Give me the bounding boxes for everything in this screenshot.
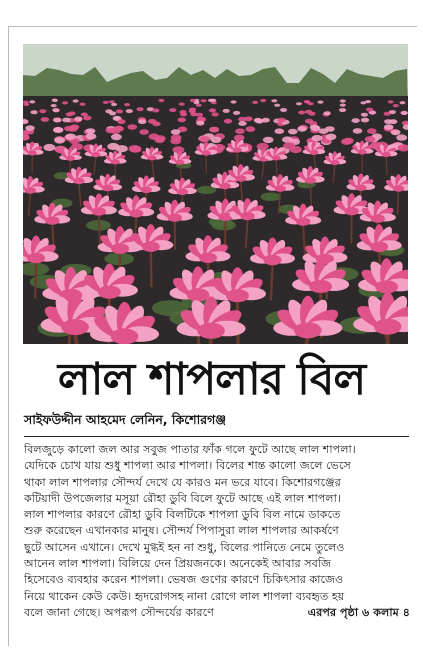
distant-lily: [305, 110, 312, 114]
distant-lily: [223, 109, 230, 113]
distant-lily: [274, 104, 280, 107]
distant-lily: [260, 99, 266, 102]
distant-lily: [62, 101, 68, 104]
lily-cup: [375, 280, 398, 293]
distant-lily: [53, 108, 60, 112]
lily-cup: [27, 253, 45, 264]
lily-stem: [151, 251, 152, 287]
lily-cup: [199, 253, 217, 264]
lily-cup: [73, 178, 84, 185]
distant-lily: [400, 101, 406, 104]
headline: লাল শাপলার বিল: [57, 354, 366, 405]
distant-lily: [31, 110, 38, 114]
lily-cup: [142, 241, 160, 252]
lily-cup: [233, 147, 242, 152]
distant-lily: [238, 117, 246, 122]
distant-lily: [340, 104, 346, 107]
distant-lily: [231, 100, 237, 103]
distant-lily: [325, 126, 335, 132]
distant-lily: [111, 134, 122, 140]
lily-cup: [102, 185, 113, 192]
body-line: শুরু করেছেন এখানকার মানুষ। সৌন্দর্য পিপাসুরা লাল শাপলার আকর্ষণে: [24, 524, 339, 538]
distant-lily: [353, 128, 363, 134]
distant-lily: [54, 127, 64, 133]
distant-lily: [288, 129, 298, 135]
lily-cup: [305, 177, 316, 184]
lily-stem: [99, 215, 100, 244]
lily-cup: [168, 214, 182, 222]
lily-cup: [66, 156, 75, 161]
distant-lily: [53, 118, 61, 123]
distant-lily: [74, 117, 82, 122]
lily-cup: [202, 150, 211, 155]
distant-lily: [233, 111, 240, 115]
distant-lily: [343, 138, 354, 144]
distant-lily: [238, 121, 246, 126]
distant-lily: [139, 129, 149, 135]
body-line: বলে জানা গেছে। অপরূপ সৌন্দর্যের কারণে: [24, 605, 214, 619]
distant-lily: [246, 126, 256, 132]
distant-lily: [54, 137, 65, 143]
distant-lily: [126, 109, 133, 113]
lily-cup: [197, 323, 225, 339]
distant-lily: [391, 130, 401, 136]
distant-lily: [190, 99, 196, 102]
distant-lily: [51, 104, 57, 107]
lily-cup: [92, 207, 106, 215]
distant-lily: [366, 108, 373, 112]
distant-lily: [138, 119, 146, 124]
lily-stem: [386, 157, 387, 175]
distant-lily: [298, 111, 305, 115]
distant-lily: [326, 134, 337, 140]
distant-lily: [171, 129, 181, 135]
lily-cup: [393, 185, 404, 192]
lily-cup: [187, 288, 210, 301]
distant-lily: [275, 128, 285, 134]
distant-lily: [137, 107, 144, 111]
lily-cup: [111, 328, 139, 344]
lily-cup: [296, 217, 310, 225]
distant-lily: [129, 145, 141, 152]
lily-cup: [330, 160, 339, 165]
distant-lily: [396, 134, 407, 140]
distant-lily: [62, 118, 70, 123]
distant-lily: [278, 118, 286, 123]
distant-lily: [361, 113, 368, 117]
lily-cup: [371, 214, 385, 222]
distant-lily: [235, 128, 245, 134]
distant-lily: [73, 99, 79, 102]
distant-lily: [39, 109, 46, 113]
lily-cup: [294, 322, 322, 338]
distant-lily: [263, 137, 274, 143]
lily-stem: [398, 191, 399, 214]
distant-lily: [201, 99, 207, 102]
distant-lily: [169, 108, 176, 112]
lily-cup: [275, 185, 286, 192]
lily-cup: [141, 187, 152, 194]
distant-lily: [23, 103, 29, 106]
distant-lily: [367, 128, 377, 134]
lily-stem: [271, 265, 273, 301]
lily-cup: [61, 319, 89, 335]
distant-lily: [103, 101, 109, 104]
distant-lily: [252, 101, 258, 104]
distant-lily: [189, 108, 196, 112]
distant-lily: [124, 103, 130, 106]
body-line: নিয়ে থাকেন কেউ কেউ। হৃদরোগসহ নানা রোগে লাল শাপলা ব্যবহৃত হয়: [24, 589, 345, 603]
lily-cup: [98, 286, 121, 299]
body-last-line: [24, 605, 410, 621]
distant-lily: [212, 112, 219, 116]
distant-lily: [86, 128, 96, 134]
distant-lily: [401, 111, 408, 115]
distant-lily: [280, 108, 287, 112]
distant-lily: [25, 125, 35, 131]
distant-lily: [109, 100, 115, 103]
distant-lily: [340, 99, 346, 102]
body-line: কটিয়াদী উপজেলার মসূয়া রৌহা ডুবি বিলে ফুটে আছে এই লাল শাপলা।: [24, 491, 341, 505]
body-line: যেদিকে চোখ যায় শুধু শাপলা আর শাপলা। বিলের শান্ত কালো জলে ভেসে: [24, 459, 351, 473]
distant-lily: [318, 101, 324, 104]
lily-cup: [177, 189, 188, 196]
distant-lily: [68, 126, 78, 132]
distant-lily: [68, 111, 75, 115]
distant-lily: [196, 121, 204, 126]
continued-on-link[interactable]: এরপর পৃষ্ঠা ৬ কলাম ৪: [307, 605, 410, 619]
body-line: থাকা লাল শাপলার সৌন্দর্য দেখে যে কারও মন ভরে যাবে। কিশোরগঞ্জের: [24, 475, 341, 489]
body-line: লাল শাপলার কারণে রৌহা ডুবি বিলটিকে শাপলা ডুবি বিল নামে ডাকতে: [24, 508, 341, 522]
distant-lily: [210, 127, 220, 133]
distant-lily: [86, 133, 97, 139]
distant-lily: [152, 122, 160, 127]
distant-lily: [29, 100, 35, 103]
distant-lily: [158, 99, 164, 102]
lily-cup: [176, 160, 185, 165]
distant-lily: [80, 103, 86, 106]
lily-cup: [91, 152, 100, 157]
distant-lily: [43, 144, 55, 151]
distant-lily: [117, 119, 125, 124]
lily-cup: [25, 187, 36, 194]
distant-lily: [283, 142, 295, 149]
lily-cup: [370, 242, 388, 253]
distant-lily: [339, 108, 346, 112]
distant-lily: [71, 143, 83, 150]
distant-lily: [384, 124, 394, 130]
lily-cup: [310, 150, 319, 155]
distant-lily: [271, 99, 277, 102]
lily-stem: [75, 334, 77, 344]
lily-cup: [240, 212, 254, 220]
water-lily-illustration: [23, 44, 408, 344]
distant-lily: [179, 103, 185, 106]
lily-cup: [226, 289, 249, 302]
byline-divider: [24, 436, 409, 437]
lily-cup: [358, 149, 367, 154]
distant-lily: [234, 135, 245, 141]
distant-lily: [209, 108, 216, 112]
distant-lily: [196, 104, 202, 107]
lily-cup: [272, 155, 281, 160]
distant-lily: [351, 118, 359, 123]
water-lily-photo: [23, 44, 408, 344]
distant-lily: [171, 134, 182, 140]
article-body: [24, 442, 410, 621]
distant-lily: [106, 128, 116, 134]
lily-cup: [344, 207, 358, 215]
distant-lily: [224, 119, 232, 124]
lily-pad: [261, 192, 281, 201]
body-line: বিলজুড়ে কালো জল আর সবুজ পাতার ফাঁক গলে ফুটে আছে লাল শাপলা।: [24, 443, 356, 456]
distant-lily: [384, 112, 391, 116]
distant-lily: [116, 109, 123, 113]
distant-lily: [312, 135, 323, 141]
distant-lily: [83, 116, 91, 121]
distant-lily: [152, 108, 159, 112]
distant-lily: [296, 102, 302, 105]
distant-lily: [105, 109, 112, 113]
distant-lily: [52, 99, 58, 102]
lily-cup: [129, 209, 143, 217]
distant-lily: [180, 112, 187, 116]
distant-lily: [178, 118, 186, 123]
lily-cup: [45, 216, 59, 224]
distant-lily: [311, 126, 321, 132]
distant-lily: [388, 100, 394, 103]
lily-cup: [148, 155, 157, 160]
lily-cup: [382, 152, 391, 157]
distant-lily: [297, 126, 307, 132]
distant-lily: [116, 145, 128, 152]
distant-lily: [128, 124, 138, 130]
distant-lily: [114, 126, 124, 132]
distant-lily: [365, 100, 371, 103]
distant-lily: [361, 118, 369, 123]
lily-cup: [28, 150, 37, 155]
lily-stem: [35, 263, 36, 299]
lily-cup: [309, 280, 332, 293]
lily-cup: [355, 184, 366, 191]
distant-lily: [262, 118, 270, 123]
lily-cup: [374, 319, 402, 335]
body-line: আনেন লাল শাপলা। বিলিয়ে দেন প্রিয়জনকে। অনেকেই আবার সবজি: [24, 557, 332, 571]
distant-lily: [208, 99, 214, 102]
body-line: ছুটে আসেন এখানে। দেখে মুগ্ধই হন না শুধু, বিলের পানিতে নেমে তুলেও: [24, 540, 345, 554]
lily-cup: [235, 175, 246, 182]
distant-lily: [41, 117, 49, 122]
byline: সাইফউদ্দীন আহমেদ লেনিন, কিশোরগঞ্জ: [24, 412, 227, 427]
lily-cup: [219, 183, 230, 190]
distant-lily: [365, 136, 376, 142]
lily-cup: [111, 243, 129, 254]
distant-lily: [65, 134, 76, 140]
distant-lily: [199, 136, 210, 142]
body-line: হিসেবেও ব্যবহার করেন শাপলা। ভেষজ গুণের কারণে চিকিৎসার কাজেও: [24, 573, 344, 587]
distant-lily: [324, 111, 331, 115]
distant-lily: [155, 135, 166, 141]
distant-lily: [384, 119, 392, 124]
distant-lily: [305, 100, 311, 103]
lily-cup: [111, 159, 120, 164]
distant-lily: [393, 104, 399, 107]
distant-lily: [190, 112, 197, 116]
lily-cup: [264, 255, 282, 266]
